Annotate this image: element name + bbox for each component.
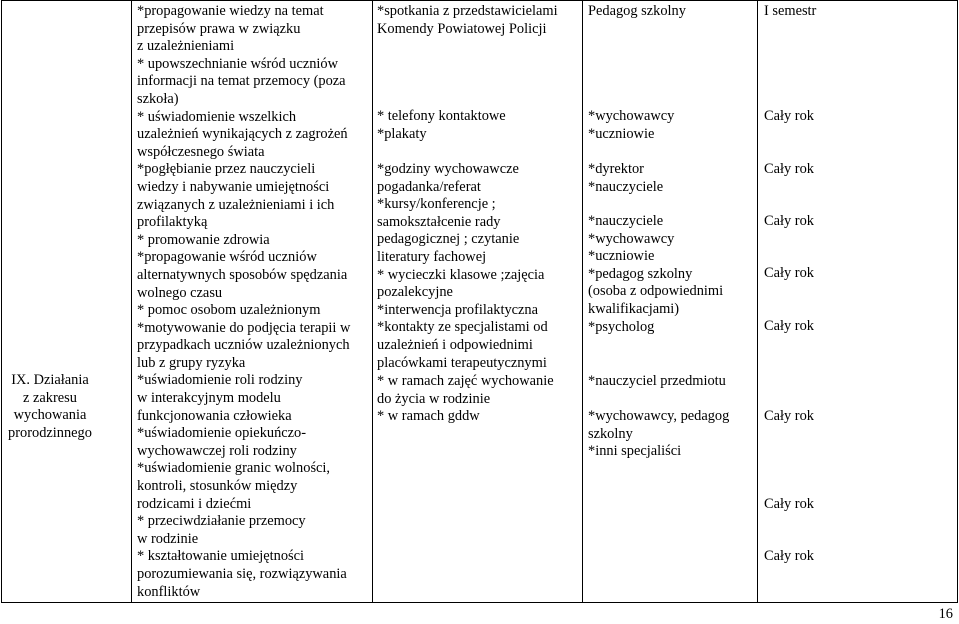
timing-block bbox=[764, 161, 814, 179]
task-line: współczesnego świata bbox=[137, 143, 265, 160]
task-line: związanych z uzależnieniami i ich bbox=[137, 196, 335, 213]
form-line: Komendy Powiatowej Policji bbox=[377, 20, 547, 37]
table-divider-4 bbox=[757, 0, 758, 603]
timing-block bbox=[764, 496, 814, 514]
table-divider-1 bbox=[131, 0, 132, 603]
form-line: *plakaty bbox=[377, 125, 427, 142]
table-border-bottom bbox=[1, 602, 958, 603]
task-line: z uzależnieniami bbox=[137, 38, 235, 55]
task-line: przepisów prawa w związku bbox=[137, 20, 301, 37]
responsible-line: *dyrektor bbox=[588, 161, 644, 177]
form-line: * wycieczki klasowe ;zajęcia bbox=[377, 266, 545, 283]
responsible-block bbox=[588, 161, 663, 196]
task-line: szkoła) bbox=[137, 90, 179, 107]
task-line: konfliktów bbox=[137, 583, 201, 600]
task-line: wychowawczej roli rodziny bbox=[137, 442, 297, 459]
form-line: placówkami terapeutycznymi bbox=[377, 354, 547, 371]
form-line: pozalekcyjne bbox=[377, 284, 453, 301]
form-block bbox=[377, 161, 548, 372]
table-border-right bbox=[957, 0, 958, 603]
task-line: * pomoc osobom uzależnionym bbox=[137, 302, 321, 319]
form-block bbox=[377, 3, 558, 38]
section-title-line: IX. Działania bbox=[11, 372, 89, 388]
task-line: informacji na temat przemocy (poza bbox=[137, 73, 346, 90]
task-line: rodzicami i dziećmi bbox=[137, 495, 252, 512]
responsible-line: *nauczyciele bbox=[588, 213, 664, 229]
timing-line: Cały rok bbox=[764, 408, 814, 424]
task-line: wiedzy i nabywanie umiejętności bbox=[137, 178, 330, 195]
tasks-cell bbox=[137, 3, 350, 601]
responsible-line: kwalifikacjami) bbox=[588, 300, 680, 317]
task-line: *uświadomienie roli rodziny bbox=[137, 372, 303, 389]
section-title-line: wychowania bbox=[13, 407, 87, 424]
task-line: wolnego czasu bbox=[137, 284, 223, 301]
responsible-block bbox=[588, 3, 686, 21]
responsible-line: *wychowawcy bbox=[588, 108, 675, 124]
responsible-line: *nauczyciele bbox=[588, 178, 664, 195]
responsible-line: *uczniowie bbox=[588, 248, 655, 265]
responsible-line: *psycholog bbox=[588, 318, 655, 335]
task-line: profilaktyką bbox=[137, 214, 208, 231]
timing-line: I semestr bbox=[764, 3, 817, 19]
responsible-line: (osoba z odpowiednimi bbox=[588, 283, 724, 300]
responsible-line: *wychowawcy, pedagog bbox=[588, 408, 730, 424]
task-line: w rodzinie bbox=[137, 530, 199, 547]
form-line: * w ramach gddw bbox=[377, 408, 480, 425]
task-line: * uświadomienie wszelkich bbox=[137, 108, 297, 125]
form-line: *kursy/konferencje ; bbox=[377, 196, 496, 213]
task-line: *propagowanie wiedzy na temat bbox=[137, 3, 324, 19]
task-line: porozumiewania się, rozwiązywania bbox=[137, 566, 347, 582]
form-line: *spotkania z przedstawicielami bbox=[377, 3, 558, 19]
form-line: * telefony kontaktowe bbox=[377, 108, 506, 124]
timing-line: Cały rok bbox=[764, 496, 814, 512]
form-line: *interwencja profilaktyczna bbox=[377, 301, 539, 318]
task-line: * upowszechnianie wśród uczniów bbox=[137, 55, 339, 72]
form-line: pogadanka/referat bbox=[377, 178, 481, 195]
task-line: * promowanie zdrowia bbox=[137, 231, 270, 248]
timing-block bbox=[764, 408, 814, 426]
task-line: * przeciwdziałanie przemocy bbox=[137, 513, 306, 530]
responsible-line: *nauczyciel przedmiotu bbox=[588, 373, 726, 389]
timing-block bbox=[764, 318, 814, 336]
task-line: *uświadomienie granic wolności, bbox=[137, 460, 331, 477]
timing-block bbox=[764, 3, 816, 21]
timing-line: Cały rok bbox=[764, 213, 814, 229]
task-line: *propagowanie wśród uczniów bbox=[137, 249, 317, 266]
timing-line: Cały rok bbox=[764, 108, 814, 124]
table-divider-3 bbox=[582, 0, 583, 603]
timing-line: Cały rok bbox=[764, 161, 814, 177]
page-number: 16 bbox=[938, 606, 953, 622]
task-line: *uświadomienie opiekuńczo- bbox=[137, 425, 307, 442]
responsible-line: *wychowawcy bbox=[588, 230, 675, 247]
timing-line: Cały rok bbox=[764, 265, 814, 281]
form-line: pedagogicznej ; czytanie bbox=[377, 231, 520, 248]
responsible-block bbox=[588, 408, 729, 461]
task-line: kontroli, stosunków między bbox=[137, 478, 298, 495]
responsible-block bbox=[588, 108, 674, 143]
task-line: lub z grupy ryzyka bbox=[137, 354, 246, 371]
section-title-line: prorodzinnego bbox=[8, 424, 92, 441]
section-title-line: z zakresu bbox=[23, 389, 77, 406]
responsible-block bbox=[588, 373, 726, 391]
form-block bbox=[377, 373, 554, 426]
form-line: *kontakty ze specjalistami od bbox=[377, 319, 548, 336]
section-title-cell bbox=[4, 372, 96, 442]
form-line: literatury fachowej bbox=[377, 248, 487, 265]
timing-line: Cały rok bbox=[764, 318, 814, 334]
timing-block bbox=[764, 108, 814, 126]
form-line: * w ramach zajęć wychowanie bbox=[377, 373, 554, 389]
timing-line: Cały rok bbox=[764, 548, 814, 564]
form-line: do życia w rodzinie bbox=[377, 390, 491, 407]
responsible-line: *uczniowie bbox=[588, 125, 655, 142]
task-line: uzależnień wynikających z zagrożeń bbox=[137, 126, 348, 143]
task-line: przypadkach uczniów uzależnionych bbox=[137, 337, 350, 354]
task-line: * kształtowanie umiejętności bbox=[137, 548, 305, 565]
form-line: uzależnień i odpowiednimi bbox=[377, 336, 533, 353]
task-line: w interakcyjnym modelu bbox=[137, 390, 281, 407]
timing-block bbox=[764, 213, 814, 231]
task-line: alternatywnych sposobów spędzania bbox=[137, 266, 348, 283]
responsible-line: szkolny bbox=[588, 425, 633, 442]
responsible-block bbox=[588, 213, 723, 336]
form-block bbox=[377, 108, 506, 143]
table-divider-2 bbox=[372, 0, 373, 603]
task-line: funkcjonowania człowieka bbox=[137, 407, 292, 424]
form-line: *godziny wychowawcze bbox=[377, 161, 519, 177]
responsible-line: *inni specjaliści bbox=[588, 443, 682, 460]
task-line: *pogłębianie przez nauczycieli bbox=[137, 161, 316, 178]
responsible-line: *pedagog szkolny bbox=[588, 265, 693, 282]
table-border-left bbox=[1, 0, 2, 603]
table-border-top bbox=[1, 0, 958, 1]
form-line: samokształcenie rady bbox=[377, 213, 501, 230]
timing-block bbox=[764, 265, 814, 283]
task-line: *motywowanie do podjęcia terapii w bbox=[137, 319, 351, 336]
timing-block bbox=[764, 548, 814, 566]
responsible-line: Pedagog szkolny bbox=[588, 3, 686, 19]
